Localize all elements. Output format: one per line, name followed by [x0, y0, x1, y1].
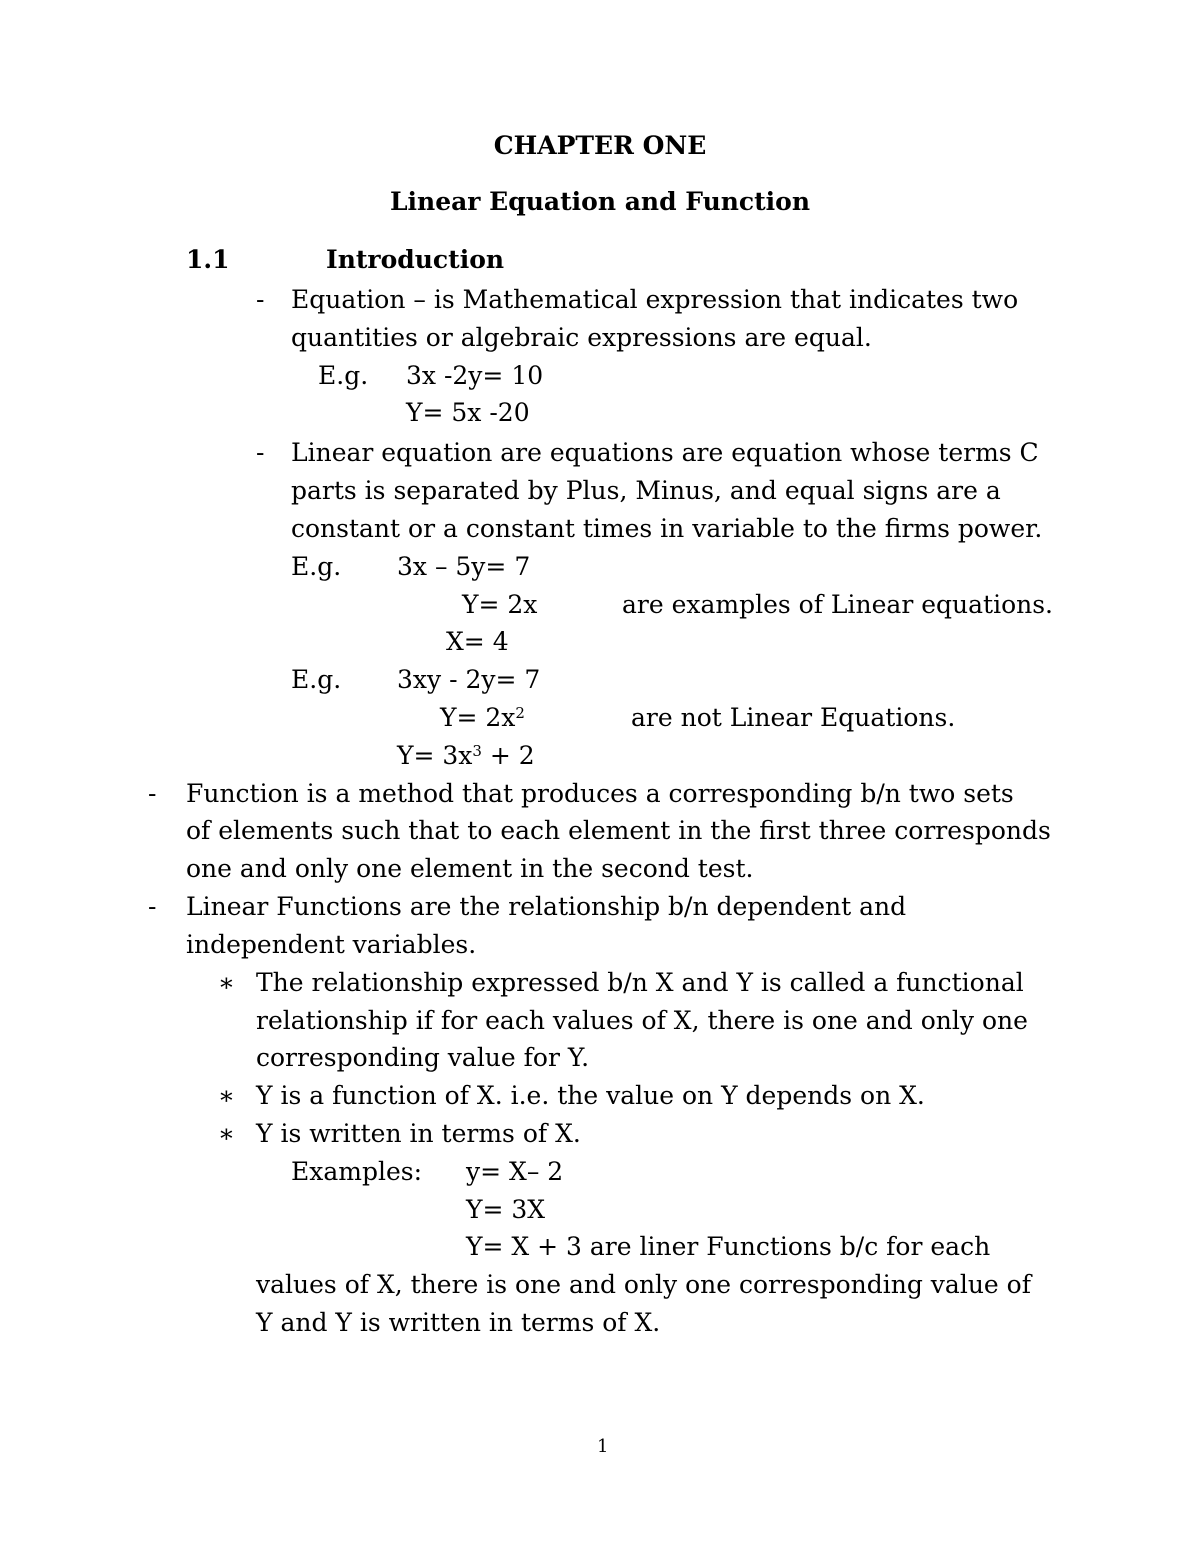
linear-example-note: are examples of Linear equations. — [622, 590, 1053, 619]
examples-label: Examples: — [291, 1157, 423, 1186]
star-item-line: relationship if for each values of X, there is one and only one — [256, 1006, 1028, 1035]
linear-example: 3x – 5y= 7 — [397, 552, 531, 581]
equation-def-line: quantities or algebraic expressions are equal. — [291, 323, 872, 352]
equation-example: 3x -2y= 10 — [406, 361, 544, 390]
equation-def-line: Equation – is Mathematical expression that indicates two — [291, 285, 1019, 314]
linear-example: Y= 2x — [462, 590, 538, 619]
nonlinear-example-note: are not Linear Equations. — [631, 703, 956, 732]
nonlinear-example-base: Y= 3x — [397, 741, 473, 770]
eg-label: E.g. — [318, 361, 369, 390]
bullet-dash: - — [148, 779, 157, 808]
chapter-title: CHAPTER ONE — [493, 131, 707, 160]
linear-function-def-line: independent variables. — [186, 930, 477, 959]
exponent: 2 — [515, 703, 525, 722]
function-example: Y= 3X — [466, 1195, 546, 1224]
nonlinear-example — [397, 743, 535, 768]
nonlinear-example: 3xy - 2y= 7 — [397, 665, 541, 694]
linear-def-line: parts is separated by Plus, Minus, and equal signs are a — [291, 476, 1001, 505]
bullet-star: ∗ — [218, 968, 235, 997]
section-title: Introduction — [326, 245, 505, 274]
bullet-dash: - — [256, 438, 265, 467]
equation-example: Y= 5x -20 — [406, 398, 530, 427]
star-item-line: Y is written in terms of X. — [256, 1119, 581, 1148]
linear-example: X= 4 — [446, 627, 509, 656]
examples-continuation: values of X, there is one and only one corresponding value of — [256, 1270, 1031, 1299]
linear-def-line: Linear equation are equations are equation whose terms C — [291, 438, 1039, 467]
star-item-line: Y is a function of X. i.e. the value on Y depends on X. — [256, 1081, 925, 1110]
eg-label: E.g. — [291, 552, 342, 581]
bullet-dash: - — [256, 285, 265, 314]
bullet-star: ∗ — [218, 1081, 235, 1110]
function-def-line: one and only one element in the second test. — [186, 854, 754, 883]
bullet-star: ∗ — [218, 1119, 235, 1148]
nonlinear-example-tail: + 2 — [481, 741, 535, 770]
function-def-line: Function is a method that produces a corresponding b/n two sets — [186, 779, 1014, 808]
linear-def-line: constant or a constant times in variable to the firms power. — [291, 514, 1043, 543]
bullet-dash: - — [148, 892, 157, 921]
section-number: 1.1 — [186, 245, 230, 274]
function-def-line: of elements such that to each element in the first three corresponds — [186, 816, 1051, 845]
exponent: 3 — [472, 741, 482, 760]
star-item-line: The relationship expressed b/n X and Y is called a functional — [256, 968, 1024, 997]
chapter-subtitle: Linear Equation and Function — [389, 187, 811, 216]
examples-continuation: Y and Y is written in terms of X. — [256, 1308, 661, 1337]
nonlinear-example-base: Y= 2x — [440, 703, 516, 732]
linear-function-def-line: Linear Functions are the relationship b/n dependent and — [186, 892, 907, 921]
function-example: Y= X + 3 are liner Functions b/c for each — [466, 1232, 991, 1261]
page-number: 1 — [597, 1436, 609, 1457]
star-item-line: corresponding value for Y. — [256, 1043, 590, 1072]
eg-label: E.g. — [291, 665, 342, 694]
function-example: y= X– 2 — [466, 1157, 564, 1186]
nonlinear-example — [440, 705, 525, 730]
